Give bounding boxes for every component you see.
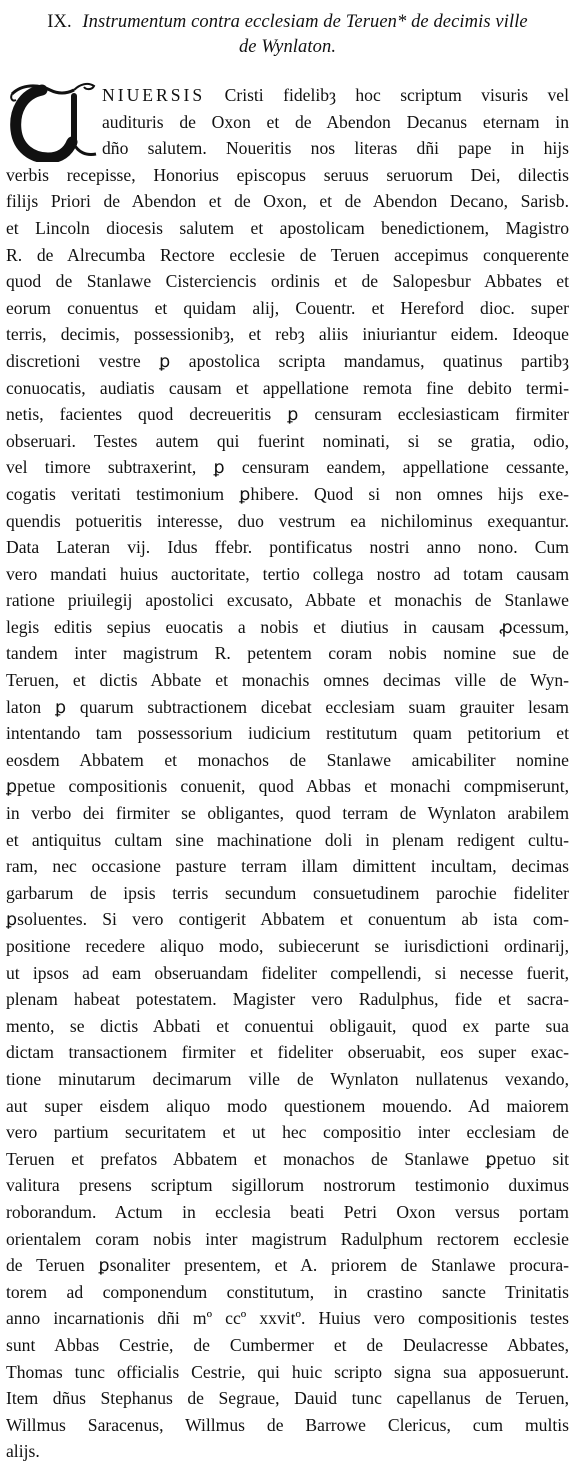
- text-line: laton ꝑ quarum subtractionem dicebat ecclesiam suam grauiter lesam: [6, 696, 569, 717]
- document-body: [6, 82, 569, 1465]
- text-line: dictam transactionem firmiter et fideliter obseruabit, eos super exac-: [6, 1042, 569, 1063]
- text-line: garbarum de ipsis terris secundum consuetudinem parochie fideliter: [6, 882, 569, 903]
- document-number: IX.: [47, 12, 72, 32]
- text-line: vero partium securitatem et ut hec compositio inter ecclesiam de: [6, 1122, 569, 1143]
- text-line: audituris de Oxon et de Abendon Decanus eternam in: [102, 111, 569, 132]
- text-line: Item dñus Stephanus de Segraue, Dauid tunc capellanus de Teruen,: [6, 1388, 569, 1409]
- text-line: vero mandati huius auctoritate, tertio collega nostro ad totam causam: [6, 563, 569, 584]
- text-line: et Lincoln diocesis salutem et apostolicam benedictionem, Magistro: [6, 217, 569, 238]
- title-text-line-2: de Wynlaton.: [238, 37, 337, 57]
- text-line: cogatis veritati testimonium ꝑhibere. Quod si non omnes hijs exe-: [6, 483, 569, 504]
- text-line: sunt Abbas Cestrie, de Cumbermer et de Deulacresse Abbates,: [6, 1334, 569, 1355]
- text-line: roborandum. Actum in ecclesia beati Petri Oxon versus portam: [6, 1201, 569, 1222]
- text-line: anno incarnationis dñi mº ccº xxvitº. Huius vero compositionis testes: [6, 1308, 569, 1329]
- text-line: vel timore subtraxerint, ꝑ censuram eandem, appellatione cessante,: [6, 457, 569, 478]
- text-line: in verbo dei firmiter se obligantes, quod terram de Wynlaton arabilem: [6, 803, 569, 824]
- text-line: de Teruen ꝑsonaliter presentem, et A. priorem de Stanlawe procura-: [6, 1255, 569, 1276]
- text-line: intentando tam possessorium iudicium restitutum quam petitorium et: [6, 723, 569, 744]
- text-line: ratione priuilegij apostolici excusato, Abbate et monachis de Stanlawe: [6, 590, 569, 611]
- text-line: tione minutarum decimarum ville de Wynlaton nullatenus vexando,: [6, 1068, 569, 1089]
- text-line: quendis potueritis interesse, duo vestrum ea nichilominus exequantur.: [6, 510, 569, 531]
- text-line: quod de Stanlawe Cisterciencis ordinis et de Salopesbur Abbates et: [6, 271, 569, 292]
- text-line: obseruari. Testes autem qui fuerint nominati, si se gratia, odio,: [6, 430, 569, 451]
- text-line: torem ad componendum constitutum, in crastino sancte Trinitatis: [6, 1281, 569, 1302]
- title-text-line-1: Instrumentum contra ecclesiam de Teruen* de decimis ville: [82, 12, 528, 32]
- text-line: plenam habeat potestatem. Magister vero Radulphus, fide et sacra-: [6, 989, 569, 1010]
- line-text: Cristi fidelibȝ hoc scriptum visuris vel: [205, 85, 569, 105]
- text-line: ꝑsoluentes. Si vero contigerit Abbatem et conuentum ab ista com-: [6, 909, 569, 930]
- ornamental-initial-u-icon: [8, 78, 98, 162]
- text-line: aut super eisdem aliquo modo questionem mouendo. Ad maiorem: [6, 1095, 569, 1116]
- text-line: eosdem Abbatem et monachos de Stanlawe amicabiliter nomine: [6, 749, 569, 770]
- text-line: positione recedere aliquo modo, subiecerunt se iurisdictioni ordinarij,: [6, 936, 569, 956]
- text-line: filijs Priori de Abendon et de Oxon, et de Abendon Decano, Sarisb.: [6, 191, 569, 212]
- title-line-2: [6, 35, 569, 60]
- text-line: Teruen et prefatos Abbatem et monachos de Stanlawe ꝑpetuo sit: [6, 1148, 569, 1169]
- text-line: Willmus Saracenus, Willmus de Barrowe Clericus, cum multis: [6, 1414, 569, 1435]
- text-line: valitura presens scriptum sigillorum nostrorum testimonio duximus: [6, 1175, 569, 1196]
- title-line-1: [6, 10, 569, 35]
- text-line: verbis recepisse, Honorius episcopus seruus seruorum Dei, dilectis: [6, 164, 569, 185]
- text-line: dño salutem. Noueritis nos literas dñi pape in hijs: [102, 138, 569, 159]
- document-page: [6, 0, 569, 1465]
- text-line: tandem inter magistrum R. petentem coram nobis nomine sue de: [6, 643, 569, 664]
- small-caps-opening: NIUERSIS: [102, 85, 206, 105]
- text-line: ꝑpetue compositionis conuenit, quod Abbas et monachi compmiserunt,: [6, 776, 569, 797]
- text-line: alijs.: [6, 1441, 40, 1462]
- text-line: terris, decimis, possessionibȝ, et rebȝ aliis iniuriantur eidem. Ideoque: [6, 324, 569, 345]
- text-line: Data Lateran vij. Idus ffebr. pontificatus nostri anno nono. Cum: [6, 537, 569, 558]
- text-line: R. de Alrecumba Rectore ecclesie de Teruen accepimus conquerente: [6, 244, 569, 265]
- text-line: ut ipsos ad eam obseruandam fideliter compellendi, si necesse fuerit,: [6, 962, 569, 983]
- text-line: mento, se dictis Abbati et conuentui obligauit, quod ex parte sua: [6, 1015, 569, 1036]
- text-line: et antiquitus cultam sine machinatione doli in plenam redigent cultu-: [6, 829, 569, 850]
- text-line: conuocatis, audiatis causam et appellatione remota fine debito termi-: [6, 377, 569, 398]
- text-line: Teruen, et dictis Abbate et monachis omnes decimas ville de Wyn-: [6, 670, 569, 691]
- text-line: Thomas tunc officialis Cestrie, qui huic scripto signa sua apposuerunt.: [6, 1361, 569, 1382]
- document-title: [6, 10, 569, 60]
- text-line: legis editis sepius euocatis a nobis et diutius in causam ꝓcessum,: [6, 616, 569, 637]
- text-line: orientalem coram nobis inter magistrum Radulphum rectorem ecclesie: [6, 1228, 569, 1249]
- text-line: ram, nec occasione pasture terram illam dimittent incultam, decimas: [6, 856, 569, 877]
- text-line: eorum conuentus et quidam alij, Couentr. et Hereford dioc. super: [6, 297, 569, 318]
- text-line: discretioni vestre ꝑ apostolica scripta mandamus, quatinus partibȝ: [6, 350, 569, 371]
- text-line: netis, facientes quod decreueritis ꝑ censuram ecclesiasticam firmiter: [6, 404, 569, 425]
